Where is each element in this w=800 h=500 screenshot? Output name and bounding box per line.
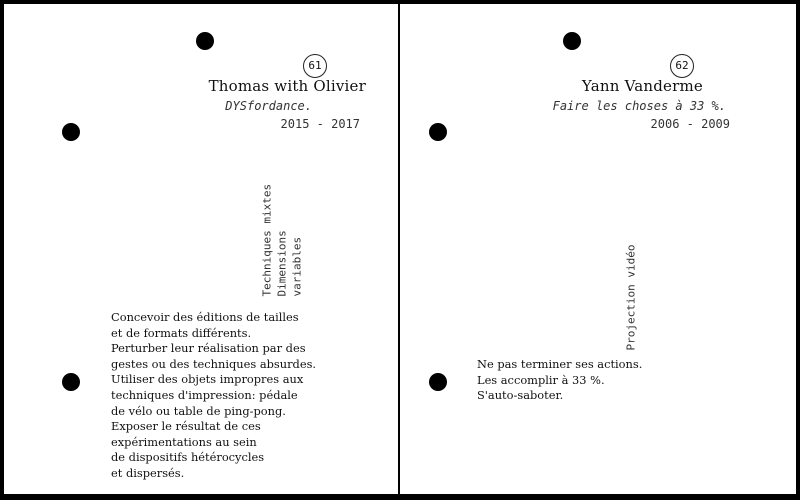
binding-hole-middle bbox=[429, 123, 447, 141]
medium-line: Projection vidéo bbox=[624, 244, 638, 351]
description-line: Exposer le résultat de ces bbox=[111, 419, 261, 434]
medium-line: Techniques mixtes bbox=[260, 183, 274, 297]
binding-hole-top bbox=[563, 32, 581, 50]
binding-hole-bottom bbox=[62, 373, 80, 391]
right-page bbox=[400, 4, 796, 494]
description-line: Perturber leur réalisation par des bbox=[111, 341, 306, 356]
description-line: gestes ou des techniques absurdes. bbox=[111, 356, 317, 371]
work-description bbox=[477, 357, 642, 404]
description-line: et de formats différents. bbox=[111, 325, 252, 340]
artist-name: Thomas with Olivier bbox=[208, 77, 366, 95]
work-medium bbox=[624, 231, 639, 351]
medium-line: variables bbox=[290, 236, 304, 297]
binding-hole-middle bbox=[62, 123, 80, 141]
artist-name: Yann Vanderme bbox=[581, 77, 703, 95]
description-line: et dispersés. bbox=[111, 465, 185, 480]
description-line: de vélo ou table de ping-pong. bbox=[111, 403, 286, 418]
work-description bbox=[111, 310, 316, 482]
description-line: Les accomplir à 33 %. bbox=[477, 372, 605, 387]
work-title: Faire les choses à 33 %. bbox=[552, 99, 726, 113]
left-page bbox=[4, 4, 398, 494]
description-line: expérimentations au sein bbox=[111, 434, 257, 449]
binding-hole-bottom bbox=[429, 373, 447, 391]
description-line: S'auto-saboter. bbox=[477, 388, 564, 403]
description-line: Concevoir des éditions de tailles bbox=[111, 310, 299, 324]
page-number: 62 bbox=[670, 54, 694, 78]
description-line: techniques d'impression: pédale bbox=[111, 387, 298, 402]
medium-line: Dimensions bbox=[275, 230, 289, 297]
description-line: Ne pas terminer ses actions. bbox=[477, 357, 643, 371]
description-line: de dispositifs hétérocycles bbox=[111, 450, 265, 465]
work-years: 2015 - 2017 bbox=[280, 117, 360, 131]
work-title: DYSfordance. bbox=[225, 99, 312, 113]
description-line: Utiliser des objets impropres aux bbox=[111, 372, 304, 387]
binding-hole-top bbox=[196, 32, 214, 50]
work-medium bbox=[260, 177, 305, 297]
work-years: 2006 - 2009 bbox=[650, 117, 730, 131]
page-number: 61 bbox=[303, 54, 327, 78]
